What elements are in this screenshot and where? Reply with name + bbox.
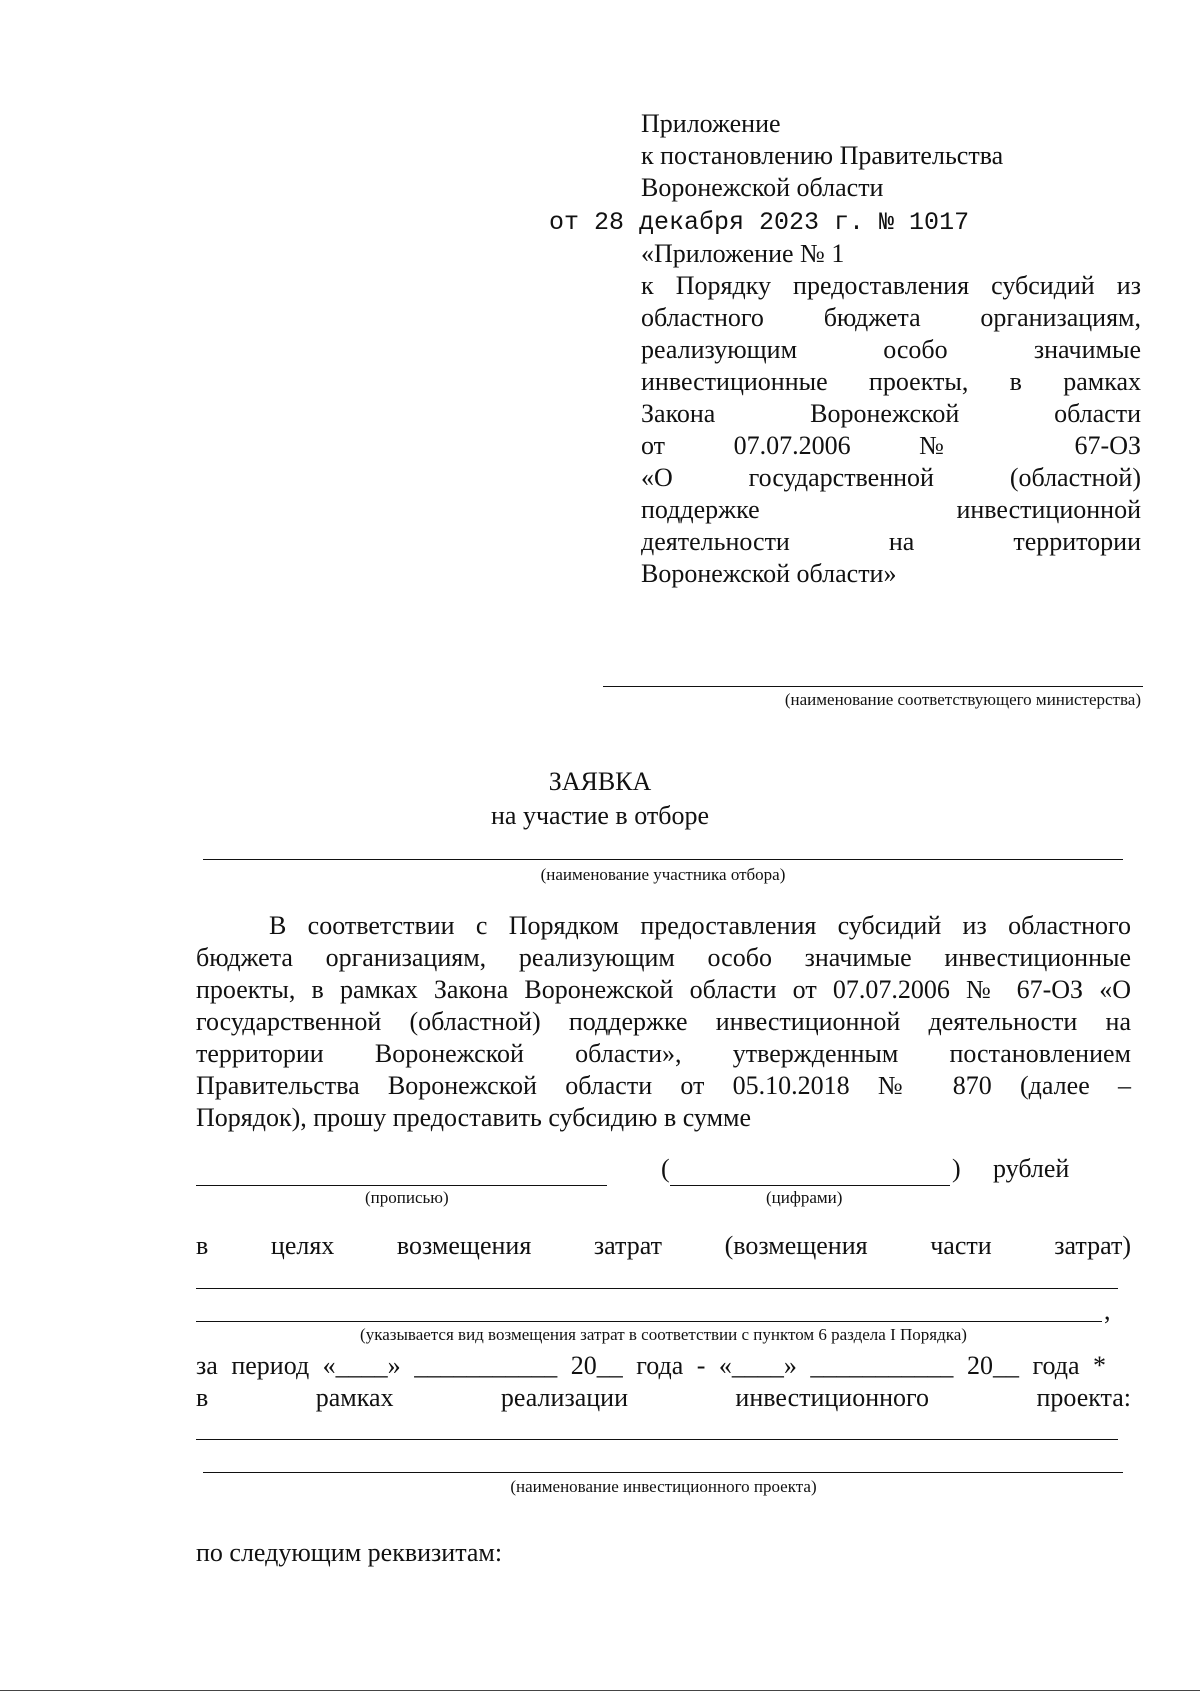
header-line: к постановлению Правительства	[641, 141, 1004, 170]
amount-words-caption: (прописью)	[365, 1188, 449, 1207]
header-line: Воронежской области	[641, 173, 884, 202]
decree-date-line: от 28 декабря 2023 г. № 1017	[549, 208, 970, 237]
appendix-line: Закона Воронежской области	[641, 399, 1141, 428]
participant-underline	[203, 859, 1123, 860]
appendix-line: деятельности на территории	[641, 527, 1141, 556]
requisites-label: по следующим реквизитам:	[196, 1538, 503, 1567]
body-line: бюджета организациям, реализующим особо значимые инвестиционные	[196, 943, 1131, 972]
body-line: проекты, в рамках Закона Воронежской области от 07.07.2006 № 67-ОЗ «О	[196, 975, 1131, 1004]
amount-currency: рублей	[993, 1154, 1070, 1183]
ministry-caption: (наименование соответствующего министерства)	[784, 690, 1141, 709]
appendix-line: «Приложение № 1	[641, 239, 845, 268]
appendix-line: инвестиционные проекты, в рамках	[641, 367, 1141, 396]
body-line: государственной (областной) поддержке инвестиционной деятельности на	[196, 1007, 1131, 1036]
purpose-field-1[interactable]	[196, 1288, 1118, 1289]
page-bottom-edge	[0, 1690, 1200, 1691]
appendix-line: областного бюджета организациям,	[641, 303, 1141, 332]
purpose-line: в целях возмещения затрат (возмещения части затрат)	[196, 1231, 1131, 1260]
participant-caption: (наименование участника отбора)	[540, 865, 786, 884]
amount-digits-field[interactable]	[670, 1185, 950, 1186]
project-field-1[interactable]	[196, 1439, 1118, 1440]
document-title: ЗАЯВКА	[548, 767, 652, 796]
purpose-field-2[interactable]	[196, 1321, 1102, 1322]
amount-open-paren: (	[661, 1154, 670, 1183]
document-subtitle: на участие в отборе	[491, 801, 709, 830]
period-line[interactable]: за период «____» ___________ 20__ года - «____» ___________ 20__ года *	[196, 1351, 1106, 1380]
body-line: В соответствии с Порядком предоставления субсидий из областного	[269, 911, 1131, 940]
appendix-line: реализующим особо значимые	[641, 335, 1141, 364]
appendix-line: поддержке инвестиционной	[641, 495, 1141, 524]
amount-words-field[interactable]	[196, 1185, 607, 1186]
body-line: Порядок), прошу предоставить субсидию в сумме	[196, 1103, 752, 1132]
appendix-line: Воронежской области»	[641, 559, 897, 588]
project-caption: (наименование инвестиционного проекта)	[510, 1477, 817, 1496]
appendix-line: «О государственной (областной)	[641, 463, 1141, 492]
project-field-2[interactable]	[203, 1472, 1123, 1473]
purpose-caption: (указывается вид возмещения затрат в соответствии с пунктом 6 раздела I Порядка)	[360, 1325, 967, 1344]
amount-close-paren: )	[952, 1154, 961, 1183]
appendix-line: от 07.07.2006 № 67-ОЗ	[641, 431, 1141, 460]
header-line: Приложение	[641, 109, 781, 138]
body-line: Правительства Воронежской области от 05.10.2018 № 870 (далее –	[196, 1071, 1131, 1100]
purpose-comma: ,	[1104, 1296, 1111, 1325]
appendix-line: к Порядку предоставления субсидий из	[641, 271, 1141, 300]
body-line: территории Воронежской области», утвержденным постановлением	[196, 1039, 1131, 1068]
ministry-underline	[603, 686, 1143, 687]
amount-digits-caption: (цифрами)	[766, 1188, 843, 1207]
project-line: в рамках реализации инвестиционного проекта:	[196, 1383, 1131, 1412]
